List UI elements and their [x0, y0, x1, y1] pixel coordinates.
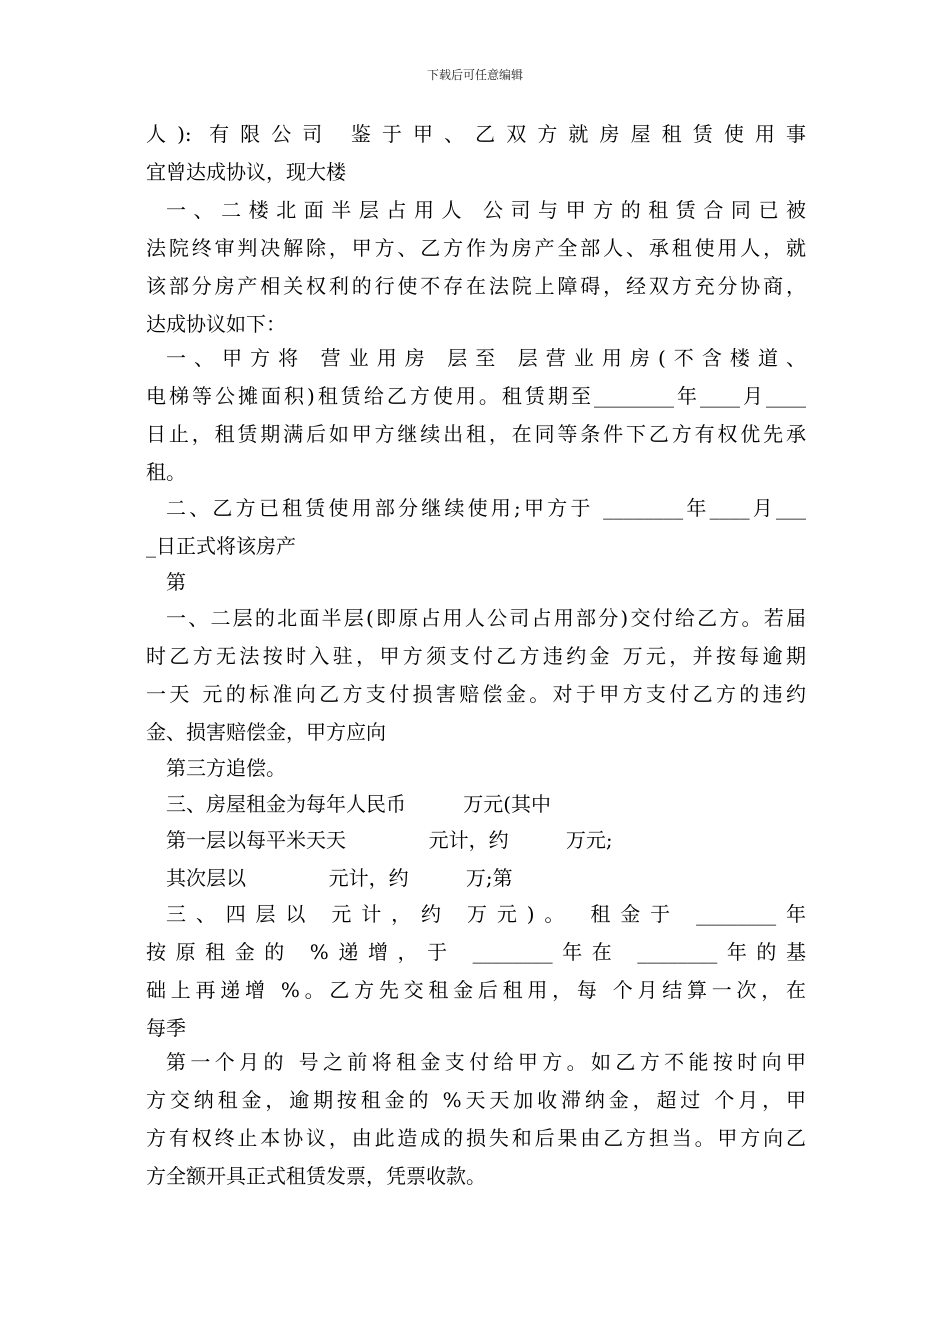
- text-line: 三、四层以 元计，约 万元)。 租金于 ________年: [166, 902, 806, 926]
- text-line: 日止，租赁期满后如甲方继续出租，在同等条件下乙方有权优先承: [146, 422, 806, 446]
- text-line: 宜曾达成协议，现大楼: [146, 160, 346, 184]
- text-line: 方有权终止本协议，由此造成的损失和后果由乙方担当。甲方向乙: [146, 1126, 806, 1150]
- text-line: 电梯等公摊面积)租赁给乙方使用。租赁期至________年____月____: [146, 384, 806, 408]
- text-line: 人): 有限公司 鉴于甲、乙双方就房屋租赁使用事: [146, 122, 806, 146]
- text-line: 其次层以 元计，约 万;第: [166, 866, 513, 890]
- page-header: 下载后可任意编辑: [426, 68, 523, 82]
- text-line: 第一个月的 号之前将租金支付给甲方。如乙方不能按时向甲: [166, 1050, 806, 1074]
- text-line: 方交纳租金，逾期按租金的 %天天加收滞纳金，超过 个月，甲: [146, 1088, 806, 1112]
- text-line: 时乙方无法按时入驻，甲方须支付乙方违约金 万元，并按每逾期: [146, 644, 806, 668]
- text-line: 达成协议如下：: [146, 312, 286, 336]
- text-line: 第: [166, 570, 186, 594]
- text-line: 第三方追偿。: [166, 756, 286, 780]
- text-line: 金、损害赔偿金，甲方应向: [146, 720, 386, 744]
- text-line: 法院终审判决解除，甲方、乙方作为房产全部人、承租使用人，就: [146, 236, 806, 260]
- text-line: 一、二楼北面半层占用人 公司与甲方的租赁合同已被: [166, 198, 806, 222]
- text-line: 该部分房产相关权利的行使不存在法院上障碍，经双方充分协商，: [146, 274, 806, 298]
- text-line: 方全额开具正式租赁发票，凭票收款。: [146, 1164, 486, 1188]
- text-line: 二、乙方已租赁使用部分继续使用;甲方于 ________年____月___: [166, 496, 806, 520]
- text-line: 按原租金的 %递增，于 ________年在 ________年的基: [146, 940, 806, 964]
- text-line: 每季: [146, 1016, 186, 1040]
- text-line: 础上再递增 %。乙方先交租金后租用，每 个月结算一次，在: [146, 978, 806, 1002]
- text-line: 一天 元的标准向乙方支付损害赔偿金。对于甲方支付乙方的违约: [146, 682, 806, 706]
- text-line: 一、甲方将 营业用房 层至 层营业用房(不含楼道、: [166, 346, 806, 370]
- text-line: 一、二层的北面半层(即原占用人公司占用部分)交付给乙方。若届: [166, 606, 806, 630]
- text-line: 租。: [146, 460, 186, 484]
- text-line: 三、房屋租金为每年人民币 万元(其中: [166, 792, 552, 816]
- text-line: _日正式将该房产: [146, 534, 296, 558]
- text-line: 第一层以每平米天天 元计，约 万元;: [166, 828, 613, 852]
